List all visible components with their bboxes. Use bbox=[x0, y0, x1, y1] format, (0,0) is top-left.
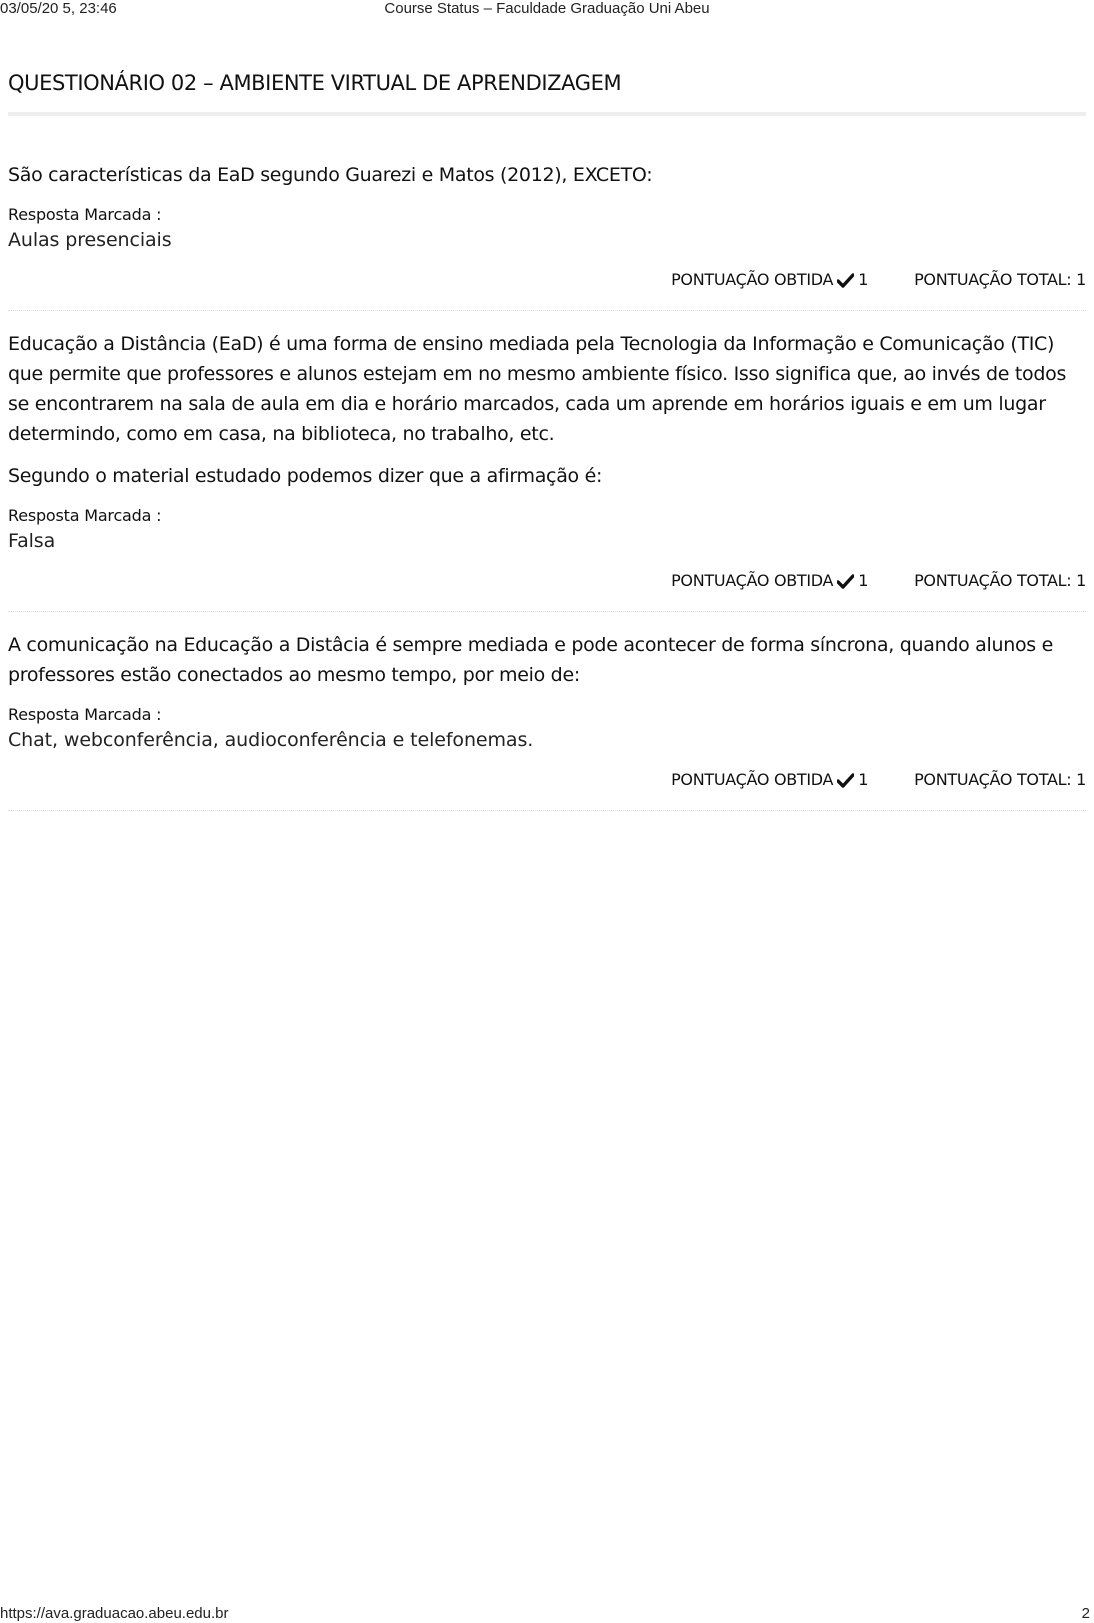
score-row bbox=[8, 268, 1086, 310]
question-subtext: Segundo o material estudado podemos dizer que a afirmação é: bbox=[8, 465, 603, 487]
print-footer bbox=[0, 1605, 1094, 1623]
quiz-title: QUESTIONÁRIO 02 – AMBIENTE VIRTUAL DE APRENDIZAGEM bbox=[8, 66, 1086, 116]
score-total-label: PONTUAÇÃO TOTAL: bbox=[914, 571, 1072, 590]
score-total-value: 1 bbox=[1076, 571, 1086, 590]
score-obtained-value: 1 bbox=[858, 770, 869, 789]
score-total bbox=[914, 569, 1086, 593]
score-obtained-label: PONTUAÇÃO OBTIDA bbox=[671, 770, 834, 789]
checkmark-icon bbox=[837, 574, 854, 589]
score-obtained bbox=[671, 569, 868, 593]
checkmark-icon bbox=[837, 773, 854, 788]
answer-label: Resposta Marcada : bbox=[8, 705, 162, 724]
score-obtained-value: 1 bbox=[858, 571, 869, 590]
score-total-label: PONTUAÇÃO TOTAL: bbox=[914, 770, 1072, 789]
question-text: A comunicação na Educação a Distâcia é sempre mediada e pode acontecer de forma síncrona, quando alunos e professores estão conectados ao mesmo tempo, por meio de: bbox=[8, 634, 1053, 686]
print-page-title: Course Status – Faculdade Graduação Uni Abeu bbox=[384, 0, 710, 17]
question-3 bbox=[8, 612, 1086, 811]
answer-value: Chat, webconferência, audioconferência e telefonemas. bbox=[8, 729, 534, 751]
score-row bbox=[8, 569, 1086, 611]
score-obtained-label: PONTUAÇÃO OBTIDA bbox=[671, 270, 834, 289]
score-total bbox=[914, 268, 1086, 292]
print-header bbox=[0, 0, 1094, 18]
question-text: São características da EaD segundo Guarezi e Matos (2012), EXCETO: bbox=[8, 164, 653, 186]
score-row bbox=[8, 768, 1086, 810]
print-url: https://ava.graduacao.abeu.edu.br bbox=[0, 1605, 229, 1622]
score-total-value: 1 bbox=[1076, 770, 1086, 789]
answer-label: Resposta Marcada : bbox=[8, 506, 162, 525]
answer-label: Resposta Marcada : bbox=[8, 205, 162, 224]
print-datetime: 03/05/20 5, 23:46 bbox=[0, 0, 117, 17]
quiz-content bbox=[8, 66, 1086, 811]
score-obtained bbox=[671, 768, 868, 792]
score-obtained-value: 1 bbox=[858, 270, 869, 289]
question-1 bbox=[8, 116, 1086, 311]
score-total bbox=[914, 768, 1086, 792]
checkmark-icon bbox=[837, 273, 854, 288]
score-total-value: 1 bbox=[1076, 270, 1086, 289]
score-obtained bbox=[671, 268, 868, 292]
answer-value: Aulas presenciais bbox=[8, 229, 172, 251]
score-total-label: PONTUAÇÃO TOTAL: bbox=[914, 270, 1072, 289]
score-obtained-label: PONTUAÇÃO OBTIDA bbox=[671, 571, 834, 590]
print-page-number: 2 bbox=[1081, 1605, 1090, 1622]
question-2 bbox=[8, 311, 1086, 612]
question-text: Educação a Distância (EaD) é uma forma de ensino mediada pela Tecnologia da Informação e Comunicação (TIC) que permite que professores e alunos estejam em no mesmo ambiente físico. Isso significa que, ao invés de todos se encontrarem na sala de aula em dia e horário marcados, cada um aprende em horários iguais e em um lugar determindo, como em casa, na biblioteca, no trabalho, etc. bbox=[8, 333, 1067, 445]
answer-value: Falsa bbox=[8, 530, 56, 552]
